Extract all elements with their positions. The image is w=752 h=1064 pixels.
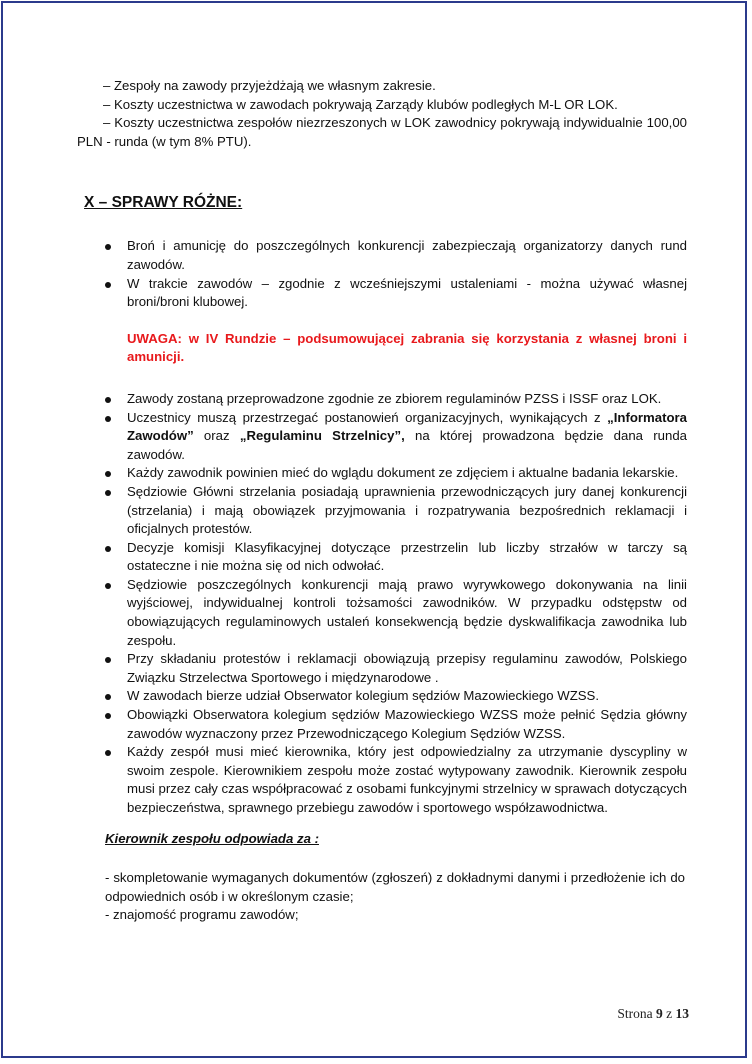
bullet-icon xyxy=(105,471,111,477)
page-content xyxy=(77,77,687,925)
dash-list xyxy=(77,77,687,151)
list-item: Decyzje komisji Klasyfikacyjnej dotyczące przestrzelin lub liczby strzałów w tarczy są ostateczne i nie można się od nich odwołać. xyxy=(77,539,687,576)
duty-item: - znajomość programu zawodów; xyxy=(105,907,299,923)
list-item: W trakcie zawodów – zgodnie z wcześniejszymi ustaleniami - można używać własnej broni/broni klubowej. xyxy=(77,275,687,312)
bullet-icon xyxy=(105,546,111,552)
team-leader-heading: Kierownik zespołu odpowiada za : xyxy=(105,830,319,846)
document-page xyxy=(1,1,747,1058)
list-item: Każdy zespół musi mieć kierownika, który jest odpowiedzialny za utrzymanie dyscypliny w swoim zespole. Kierownikiem zespołu może zostać wytypowany zawodnik. Kierownik zespołu musi przez cały czas współpracować z osobami funkcyjnymi strzelnicy w sprawach dotyczących bezpieczeństwa, sprawnego przebiegu zawodów i sportowego współzawodnictwa. xyxy=(77,743,687,817)
duty-item: - skompletowanie wymaganych dokumentów (zgłoszeń) z dokładnymi danymi i przedłożenie ich do odpowiednich osób i w określonym czasie; xyxy=(105,870,685,904)
bullet-icon xyxy=(105,397,111,403)
bullet-icon xyxy=(105,416,111,422)
dash-item: – Koszty uczestnictwa zespołów niezrzeszonych w LOK zawodnicy pokrywają indywidualnie 100,00 PLN - runda (w tym 8% PTU). xyxy=(77,115,687,149)
bullet-icon xyxy=(105,490,111,496)
page-number: Strona 9 z 13 xyxy=(617,1006,689,1021)
duties-list xyxy=(105,869,685,925)
section-heading: X – SPRAWY RÓŻNE: xyxy=(84,194,243,212)
bullet-list-b xyxy=(77,390,687,818)
list-item: Obowiązki Obserwatora kolegium sędziów Mazowieckiego WZSS może pełnić Sędzia główny zawodów wyznaczony przez Przewodniczącego Kolegium Sędziów WZSS. xyxy=(77,706,687,743)
bullet-icon xyxy=(105,282,111,288)
list-item: Sędziowie Główni strzelania posiadają uprawnienia przewodniczących jury danej konkurencji (strzelania) i mają obowiązek przyjmowania i rozpatrywania bezpośrednich reklamacji i oficjalnych protestów. xyxy=(77,483,687,539)
bullet-icon xyxy=(105,244,111,250)
dash-item: – Zespoły na zawody przyjeżdżają we własnym zakresie. xyxy=(103,78,436,93)
list-item: Sędziowie poszczególnych konkurencji mają prawo wyrywkowego dokonywania na linii wyjściowej, indywidualnej kontroli tożsamości zawodników. W przypadku odstępstw od obowiązujących regulaminowych ustaleń konsekwencją będzie dyskwalifikacja zawodnika lub zespołu. xyxy=(77,576,687,650)
regulamin-reference: „Regulaminu Strzelnicy”, xyxy=(239,428,405,444)
informator-reference: „Informatora Zawodów” xyxy=(127,409,687,444)
bullet-icon xyxy=(105,657,111,663)
list-item: Broń i amunicję do poszczególnych konkurencji zabezpieczają organizatorzy danych rund zawodów. xyxy=(77,237,687,274)
bullet-icon xyxy=(105,750,111,756)
list-item: Zawody zostaną przeprowadzone zgodnie ze zbiorem regulaminów PZSS i ISSF oraz LOK. xyxy=(77,390,687,409)
warning-notice: UWAGA: w IV Rundzie – podsumowującej zabrania się korzystania z własnej broni i amunicji. xyxy=(127,330,687,365)
bullet-list-a xyxy=(77,237,687,311)
list-item: Każdy zawodnik powinien mieć do wglądu dokument ze zdjęciem i aktualne badania lekarskie. xyxy=(77,464,687,483)
list-item: W zawodach bierze udział Obserwator kolegium sędziów Mazowieckiego WZSS. xyxy=(77,687,687,706)
dash-item: – Koszty uczestnictwa w zawodach pokrywają Zarządy klubów podległych M-L OR LOK. xyxy=(103,96,618,112)
bullet-icon xyxy=(105,713,111,719)
list-item: Uczestnicy muszą przestrzegać postanowień organizacyjnych, wynikających z „Informatora Zawodów” oraz „Regulaminu Strzelnicy”, na której prowadzona będzie dana runda zawodów. xyxy=(77,409,687,465)
bullet-icon xyxy=(105,694,111,700)
list-item: Przy składaniu protestów i reklamacji obowiązują przepisy regulaminu zawodów, Polskiego Związku Strzelectwa Sportowego i międzynarodowe . xyxy=(77,650,687,687)
bullet-icon xyxy=(105,583,111,589)
